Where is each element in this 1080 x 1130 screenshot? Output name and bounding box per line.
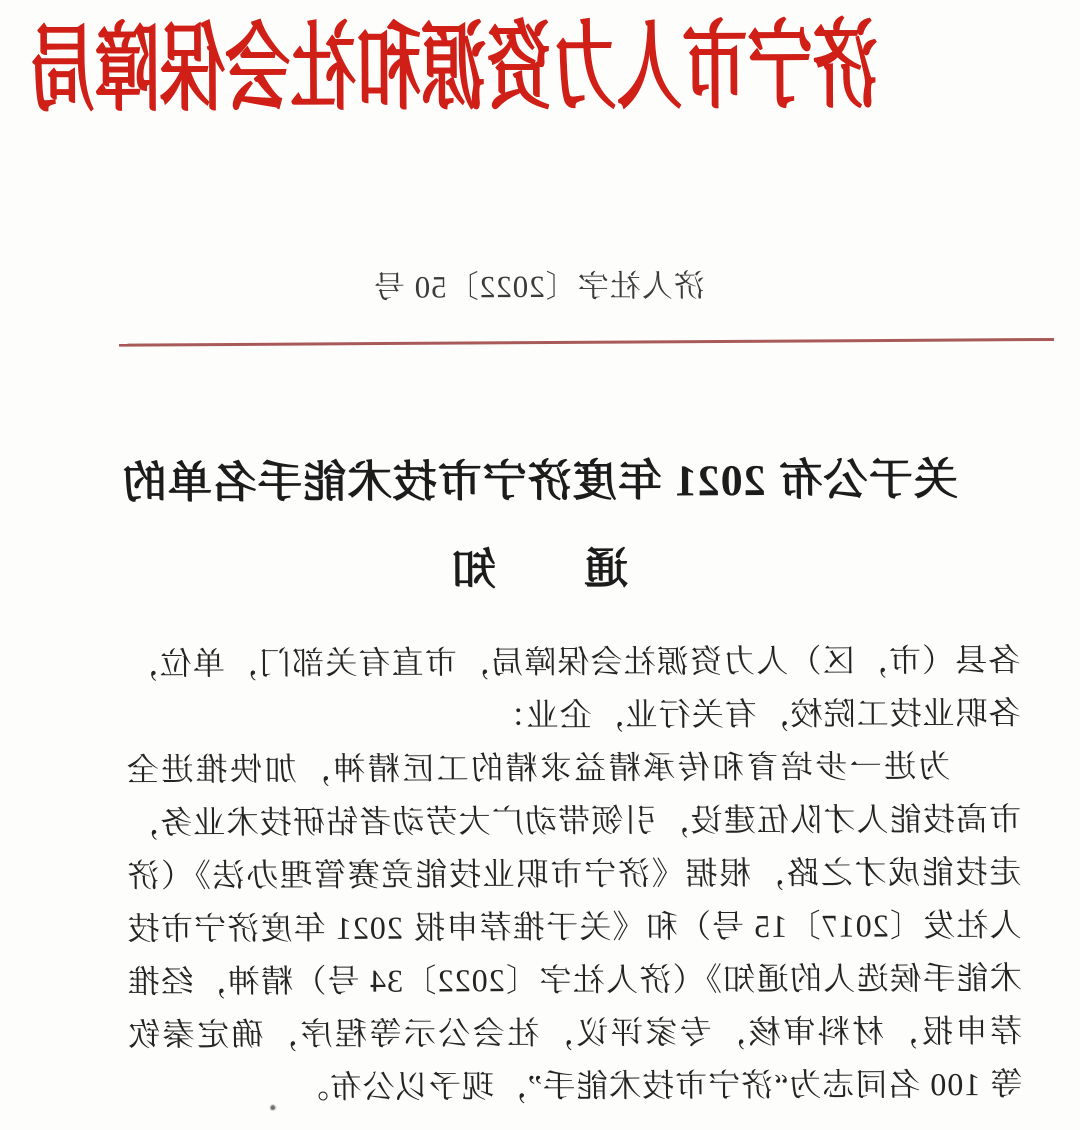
body-line: 人社发〔2017〕15 号）和《关于推荐申报 2021 年度济宁市技: [126, 906, 1022, 947]
body-line: 走技能成才之路，根据《济宁市职业技能竞赛管理办法》（济: [126, 853, 1022, 894]
body-line: 等 100 名同志为“济宁市技术能手”，现予以公布。: [295, 1065, 1023, 1105]
body-line: 为进一步培育和传承精益求精的工匠精神，加快推进全: [125, 748, 951, 788]
letterhead: [0, 0, 1078, 133]
body-line: 荐申报，材料审核，专家评议，社会公示等程序，确定秦钦: [126, 1012, 1023, 1053]
body-line: 术能手候选人的通知》（济人社字〔2022〕34 号）精神，经推: [126, 959, 1022, 1000]
letterhead-title: 济宁市人力资源和社会保障局: [29, 12, 879, 124]
body-line: 各职业技工院校，有关行业，企业：: [492, 694, 1021, 734]
notice-title-line1: 关于公布 2021 年度济宁市技术能手名单的: [121, 454, 958, 508]
notice-title: [0, 453, 1080, 598]
doc-number: 济人社字〔2022〕50 号: [372, 268, 705, 305]
red-divider: [119, 338, 1054, 347]
notice-title-line2: 通 知: [451, 544, 629, 595]
body-paragraphs: [125, 634, 1022, 1115]
body-line: 各县（市，区）人力资源社会保障局，市直有关部门，单位，: [125, 641, 1021, 682]
scan-speck: [269, 1104, 276, 1111]
body-line: 市高技能人才队伍建设，引领带动广大劳动者钻研技术业务，: [126, 800, 1022, 841]
